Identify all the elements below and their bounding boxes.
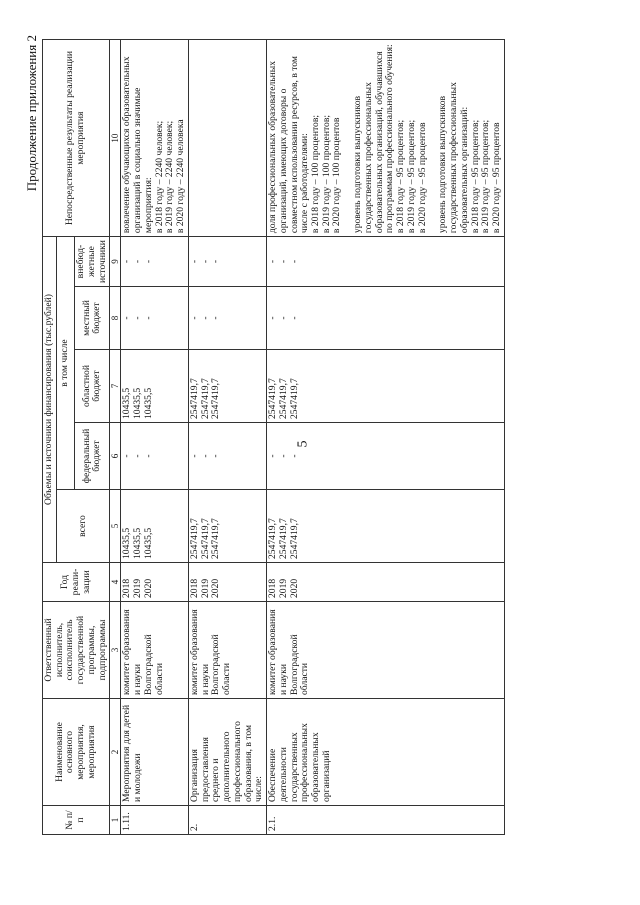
row-results (267, 40, 505, 237)
row-extra (121, 237, 188, 287)
row-local-line: - (121, 316, 133, 320)
row-years (267, 563, 505, 602)
row-results-line: доля профессиональных образовательных организаций, имеющих договоры о совместном использовании ресурсов, в том числе с работодателями: (267, 56, 311, 234)
row-regional (121, 350, 188, 423)
row-num: 2. (188, 806, 266, 835)
col-index: 2 (110, 699, 121, 806)
row-responsible: комитет образования и науки Волгоградской области (121, 602, 188, 699)
row-results-line: в 2019 году – 100 процентов; (320, 114, 332, 234)
header-responsible: Ответственный исполнитель, соисполнитель государственной программы, подпрограммы (43, 602, 110, 699)
row-regional (188, 350, 266, 423)
column-index-row (110, 40, 121, 835)
col-index: 1 (110, 806, 121, 835)
header-regional: областной бюджет (75, 350, 110, 423)
row-results-line: в 2018 году – 95 процентов; (469, 119, 481, 234)
row-federal-line: - (199, 454, 211, 458)
col-index: 8 (110, 287, 121, 350)
header-funding: Объемы и источники финансирования (тыс.рублей) (43, 237, 57, 563)
row-name: Обеспечение деятельности государственных профессиональных образовательных организаций (267, 699, 505, 806)
row-regional (267, 350, 505, 423)
row-total (121, 490, 188, 563)
row-total-line: 10435,5 (121, 527, 133, 559)
row-name: Мероприятия для детей и молодежи (121, 699, 188, 806)
row-extra-line: - (188, 259, 200, 264)
row-local-line: - (142, 316, 154, 320)
row-federal-line: - (277, 454, 289, 458)
row-local-line: - (188, 316, 200, 320)
row-federal-line: - (210, 454, 222, 458)
table-body (121, 40, 504, 835)
header-extra: внебюд-жетные источники (75, 237, 110, 287)
row-regional-line: 2547419,7 (277, 378, 289, 419)
header-name: Наименование основного мероприятия, мероприятия (43, 699, 110, 806)
header-year: Год реали-зации (43, 563, 110, 602)
row-results-line: вовлечение обучающихся образовательных организаций в социально значимые мероприятия: (121, 56, 154, 234)
row-years-line: 2020 (288, 578, 300, 598)
header-results: Непосредственные результаты реализации мероприятия (43, 40, 110, 237)
row-federal-line: - (267, 454, 279, 458)
col-index: 3 (110, 602, 121, 699)
row-extra-line: - (142, 259, 154, 264)
col-index: 9 (110, 237, 121, 287)
row-years-line: 2018 (267, 578, 279, 598)
row-years-line: 2020 (210, 578, 222, 598)
row-total-line: 2547419,7 (267, 518, 279, 559)
row-regional-line: 2547419,7 (288, 378, 300, 419)
row-extra-line: - (210, 259, 222, 264)
row-results-line: в 2020 году – 2240 человека (175, 119, 187, 234)
row-years-line: 2020 (142, 578, 154, 598)
row-results-line: уровень подготовки выпускников государственных профессиональных образовательных организаций: (437, 82, 470, 234)
col-index: 4 (110, 563, 121, 602)
row-regional-line: 2547419,7 (267, 378, 279, 419)
row-total-line: 2547419,7 (188, 518, 200, 559)
row-years-line: 2018 (121, 578, 133, 598)
row-name: Организация предоставления среднего и дополнительного профессионального образования, в том числе: (188, 699, 266, 806)
row-regional-line: 10435,5 (132, 387, 144, 419)
row-extra-line: - (277, 259, 289, 264)
table-row (188, 40, 266, 835)
row-extra-line: - (121, 259, 133, 264)
row-years-line: 2019 (199, 578, 211, 598)
page-number: 5 (295, 440, 311, 448)
row-extra-line: - (132, 259, 144, 264)
row-results-line: в 2018 году – 100 процентов; (309, 114, 321, 234)
row-federal-line: - (121, 454, 133, 458)
row-local-line: - (288, 316, 300, 320)
row-local-line: - (210, 316, 222, 320)
row-federal (267, 423, 505, 490)
appendix-label: Продолжение приложения 2 (24, 35, 39, 192)
row-results-line: в 2020 году – 100 процентов (331, 117, 343, 234)
row-extra-line: - (267, 259, 279, 264)
row-local (267, 287, 505, 350)
row-total-line: 2547419,7 (288, 518, 300, 559)
table-row (121, 40, 188, 835)
row-years (121, 563, 188, 602)
row-num: 1.11. (121, 806, 188, 835)
row-years (188, 563, 266, 602)
header-local: местный бюджет (75, 287, 110, 350)
row-responsible: комитет образования и науки Волгоградской области (267, 602, 505, 699)
header-including: в том числе (56, 237, 74, 490)
table-row (267, 40, 505, 835)
col-index: 10 (110, 40, 121, 237)
row-results (188, 40, 266, 237)
row-federal (121, 423, 188, 490)
row-federal-line: - (288, 454, 300, 458)
row-local (121, 287, 188, 350)
header-federal: федеральный бюджет (75, 423, 110, 490)
row-regional-line: 2547419,7 (199, 378, 211, 419)
row-years-line: 2019 (277, 578, 289, 598)
program-table (42, 39, 505, 835)
row-num: 2.1. (267, 806, 505, 835)
row-total-line: 2547419,7 (199, 518, 211, 559)
row-results-line: уровень подготовки выпускников государственных профессиональных образовательных организаций, обучавшихся по программам профессионального обучения: (352, 44, 396, 234)
row-extra-line: - (288, 259, 300, 264)
row-total (267, 490, 505, 563)
row-local-line: - (267, 316, 279, 320)
row-results-line: в 2019 году – 2240 человек; (164, 120, 176, 234)
row-federal-line: - (142, 454, 154, 458)
row-results-line: в 2019 году – 95 процентов; (480, 119, 492, 234)
row-regional-line: 2547419,7 (188, 378, 200, 419)
row-total-line: 2547419,7 (277, 518, 289, 559)
row-results-line: в 2020 году – 95 процентов (490, 122, 502, 234)
row-total-line: 10435,5 (132, 527, 144, 559)
row-results-line: в 2019 году – 95 процентов; (405, 119, 417, 234)
row-total-line: 2547419,7 (210, 518, 222, 559)
row-federal (188, 423, 266, 490)
row-extra (188, 237, 266, 287)
col-index: 7 (110, 350, 121, 423)
row-results-line: в 2018 году – 95 процентов; (395, 119, 407, 234)
row-local-line: - (277, 316, 289, 320)
col-index: 6 (110, 423, 121, 490)
row-extra-line: - (199, 259, 211, 264)
row-total (188, 490, 266, 563)
row-responsible: комитет образования и науки Волгоградской области (188, 602, 266, 699)
row-local (188, 287, 266, 350)
row-extra (267, 237, 505, 287)
row-total-line: 10435,5 (142, 527, 154, 559)
row-results-line: в 2018 году – 2240 человек; (153, 120, 165, 234)
row-federal-line: - (188, 454, 200, 458)
row-regional-line: 10435,5 (121, 387, 133, 419)
row-results-line: в 2020 году – 95 процентов (416, 122, 428, 234)
row-regional-line: 2547419,7 (210, 378, 222, 419)
row-local-line: - (132, 316, 144, 320)
document-sheet (20, 25, 620, 885)
row-federal-line: - (132, 454, 144, 458)
col-index: 5 (110, 490, 121, 563)
row-local-line: - (199, 316, 211, 320)
row-results (121, 40, 188, 237)
header-total: всего (56, 490, 110, 563)
header-num: № п/п (43, 806, 110, 835)
row-years-line: 2019 (132, 578, 144, 598)
row-years-line: 2018 (188, 578, 200, 598)
row-regional-line: 10435,5 (142, 387, 154, 419)
